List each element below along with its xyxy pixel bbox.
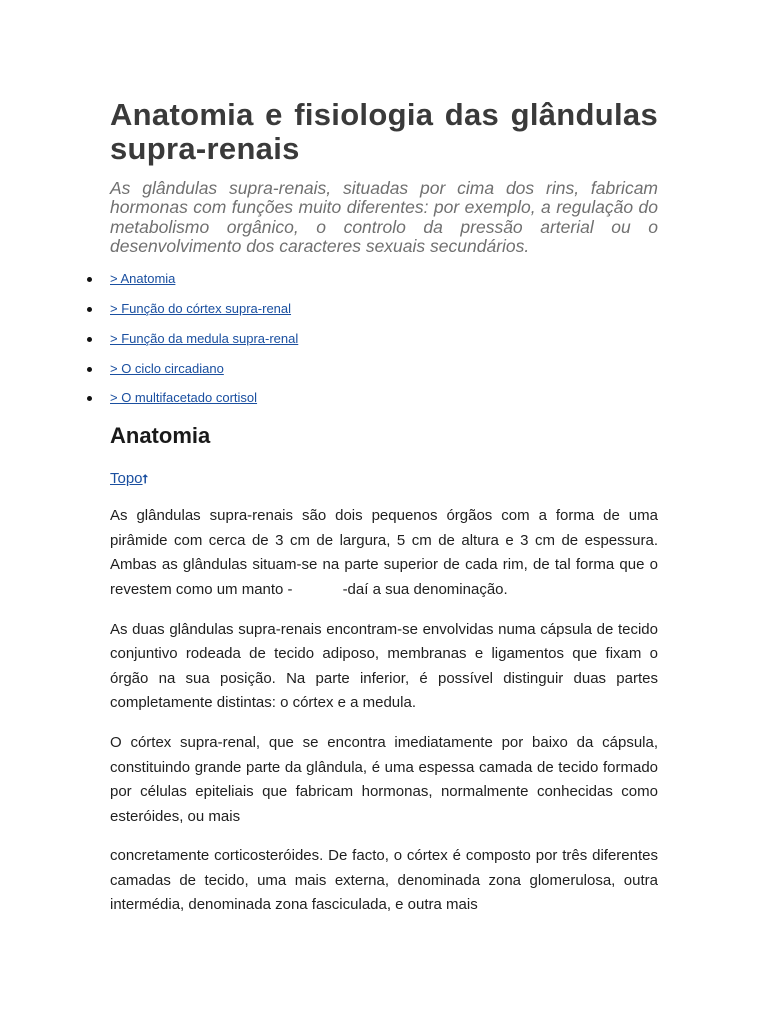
toc-item-medula	[110, 330, 658, 360]
section-heading: Anatomia	[110, 423, 211, 449]
toc-link-medula[interactable]: > Função da medula supra-renal	[110, 330, 299, 346]
paragraph-2: As duas glândulas supra-renais encontram-se envolvidas numa cápsula de tecido conjuntivo rodeada de tecido adiposo, membranas e ligamentos que fixam o órgão na sua posição. Na parte inferior, é possível distinguir duas partes completamente distintas: o córtex e a medula.	[110, 620, 658, 712]
toc-link-cortisol[interactable]: > O multifacetado cortisol	[110, 390, 258, 406]
toc-link-cortex[interactable]: > Função do córtex supra-renal	[110, 300, 292, 316]
document-page	[110, 98, 658, 918]
toc-item-cortex	[110, 300, 658, 330]
back-to-top	[110, 469, 658, 489]
paragraph-1-tail: -daí a sua denominação.	[342, 580, 508, 598]
paragraph-1-text: As glândulas supra-renais são dois pequenos órgãos com a forma de uma pirâmide com cerca de 3 cm de largura, 5 cm de altura e 3 cm de espessura. Ambas as glândulas situam-se na parte superior de cada rim, de tal forma que o revestem como um manto -	[110, 507, 658, 598]
table-of-contents	[110, 270, 658, 419]
paragraph-3: O córtex supra-renal, que se encontra imediatamente por baixo da cápsula, constituindo grande parte da glândula, é uma espessa camada de tecido formado por células epiteliais que fabricam hormonas, normalmente conhecidas como esteróides, ou mais	[110, 733, 658, 825]
toc-item-anatomia	[110, 270, 658, 300]
bullet-icon	[87, 337, 92, 342]
toc-link-anatomia[interactable]: > Anatomia	[110, 271, 176, 287]
bullet-icon	[87, 307, 92, 312]
toc-link-ciclo[interactable]: > O ciclo circadiano	[110, 360, 224, 376]
lead-paragraph: As glândulas supra-renais, situadas por cima dos rins, fabricam hormonas com funções muito diferentes: por exemplo, a regulação do metabolismo orgânico, o controlo da pressão arterial ou o desenvolvimento dos caracteres sexuais secundários.	[110, 178, 658, 256]
bullet-icon	[87, 277, 92, 282]
toc-item-cortisol	[110, 389, 658, 419]
bullet-icon	[87, 367, 92, 372]
toc-item-ciclo	[110, 360, 658, 390]
arrow-up-icon: ⭡	[142, 472, 149, 487]
paragraph-1	[110, 504, 658, 602]
page-title: Anatomia e fisiologia das glândulas supra-renais	[110, 97, 658, 166]
topo-link[interactable]: Topo	[110, 470, 143, 488]
paragraph-4: concretamente corticosteróides. De facto, o córtex é composto por três diferentes camadas de tecido, uma mais externa, denominada zona glomerulosa, outra intermédia, denominada zona fasciculada, e outra mais	[110, 847, 658, 914]
bullet-icon	[87, 396, 92, 401]
